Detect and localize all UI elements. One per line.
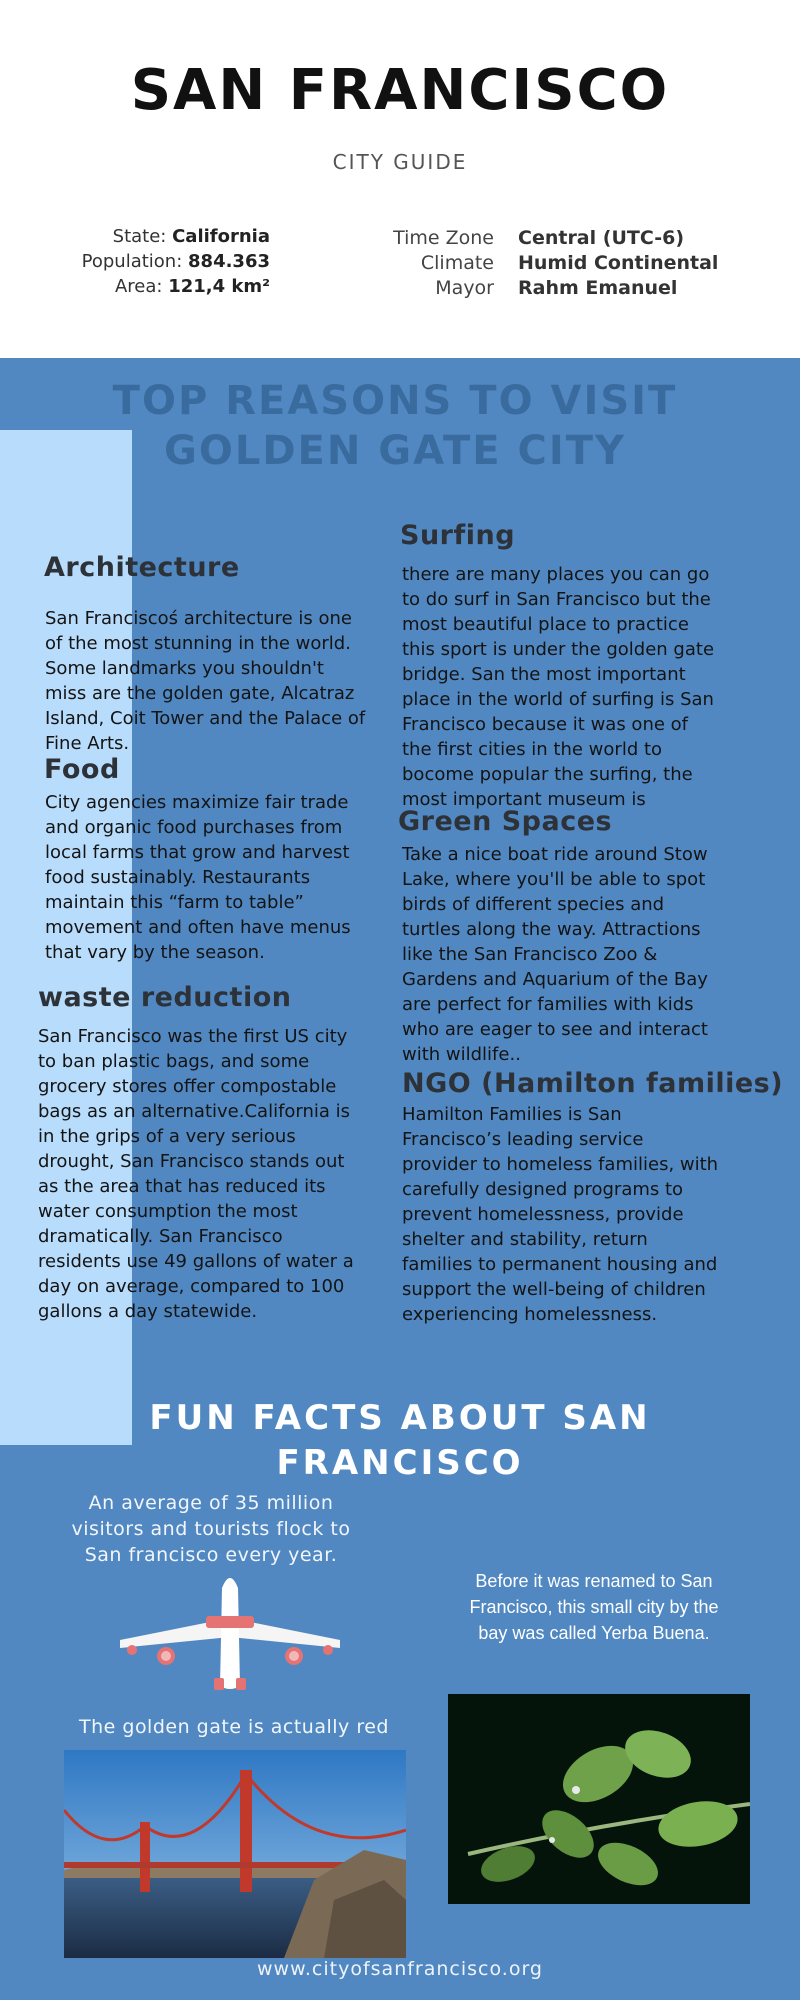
timezone-label: Time Zone [393,227,494,249]
fact-golden-gate-red: The golden gate is actually red [79,1716,389,1738]
golden-gate-bridge-photo [64,1750,406,1958]
city-facts-values [518,226,718,301]
architecture-text: San Franciscoś architecture is one of the most stunning in the world. Some landmarks you shouldn't miss are the golden gate, Alcatraz Island, Coit Tower and the Palace of Fine Arts. [45,608,366,754]
food-heading: Food [44,754,120,785]
population-value: 884.363 [188,251,270,272]
climate-value: Humid Continental [518,252,719,274]
city-facts-labels [393,226,494,301]
airplane-icon [110,1568,350,1698]
green-spaces-heading: Green Spaces [398,806,613,837]
food-text: City agencies maximize fair trade and organic food purchases from local farms that grow and harvest food sustainably. Restaurants maintain this “farm to table” movement and often have menus that vary by the season. [45,792,351,963]
city-facts-left [82,224,270,299]
area-row: Area: 121,4 km² [114,276,270,297]
ngo-heading: NGO (Hamilton families) [402,1068,784,1099]
yerba-buena-plant-photo [448,1694,750,1904]
surfing-text: there are many places you can go to do surf in San Francisco but the most beautiful place to practice this sport is under the golden gate bridge. San the most important place in the world of surfing is San Francisco because it was one of the first cities in the world to bocome popular the surfing, the most important museum is [402,564,715,810]
state-row: State: California [112,226,270,247]
timezone-value: Central (UTC-6) [518,227,684,249]
surfing-heading: Surfing [400,520,516,551]
fun-facts-title: FUN FACTS ABOUT SAN FRANCISCO [149,1398,651,1483]
fact-yerba-buena: Before it was renamed to San Francisco, this small city by the bay was called Yerba Buena. [469,1571,719,1643]
footer-url[interactable]: www.cityofsanfrancisco.org [257,1958,543,1980]
waste-heading: waste reduction [38,982,292,1013]
ngo-text: Hamilton Families is San Francisco’s leading service provider to homeless families, with carefully designed programs to prevent homelessness, provide shelter and stability, return families to permanent housing and support the well-being of children experiencing homelessness. [402,1104,719,1325]
header [0,0,800,358]
page-subtitle: CITY GUIDE [332,150,468,174]
page-title: SAN FRANCISCO [130,58,670,123]
mayor-value: Rahm Emanuel [518,277,678,299]
green-spaces-text: Take a nice boat ride around Stow Lake, where you'll be able to spot birds of different species and turtles along the way. Attractions like the San Francisco Zoo & Gardens and Aquarium of the Bay are perfect for families with kids who are eager to see and interact with wildlife.. [402,844,708,1065]
climate-label: Climate [420,252,494,274]
state-value: California [172,226,270,247]
population-row: Population: 884.363 [81,251,270,272]
reasons-title: TOP REASONS TO VISIT GOLDEN GATE CITY [112,378,678,474]
fact-visitors: An average of 35 million visitors and tourists flock to San francisco every year. [71,1492,351,1566]
area-value: 121,4 km² [168,276,270,297]
waste-text: San Francisco was the first US city to ban plastic bags, and some grocery stores offer compostable bags as an alternative.California is in the grips of a very serious drought, San Francisco stands out as the area that has reduced its water consumption the most dramatically. San Francisco residents use 49 gallons of water a day on average, compared to 100 gallons a day statewide. [38,1026,354,1322]
mayor-label: Mayor [435,277,494,299]
architecture-heading: Architecture [44,552,240,583]
